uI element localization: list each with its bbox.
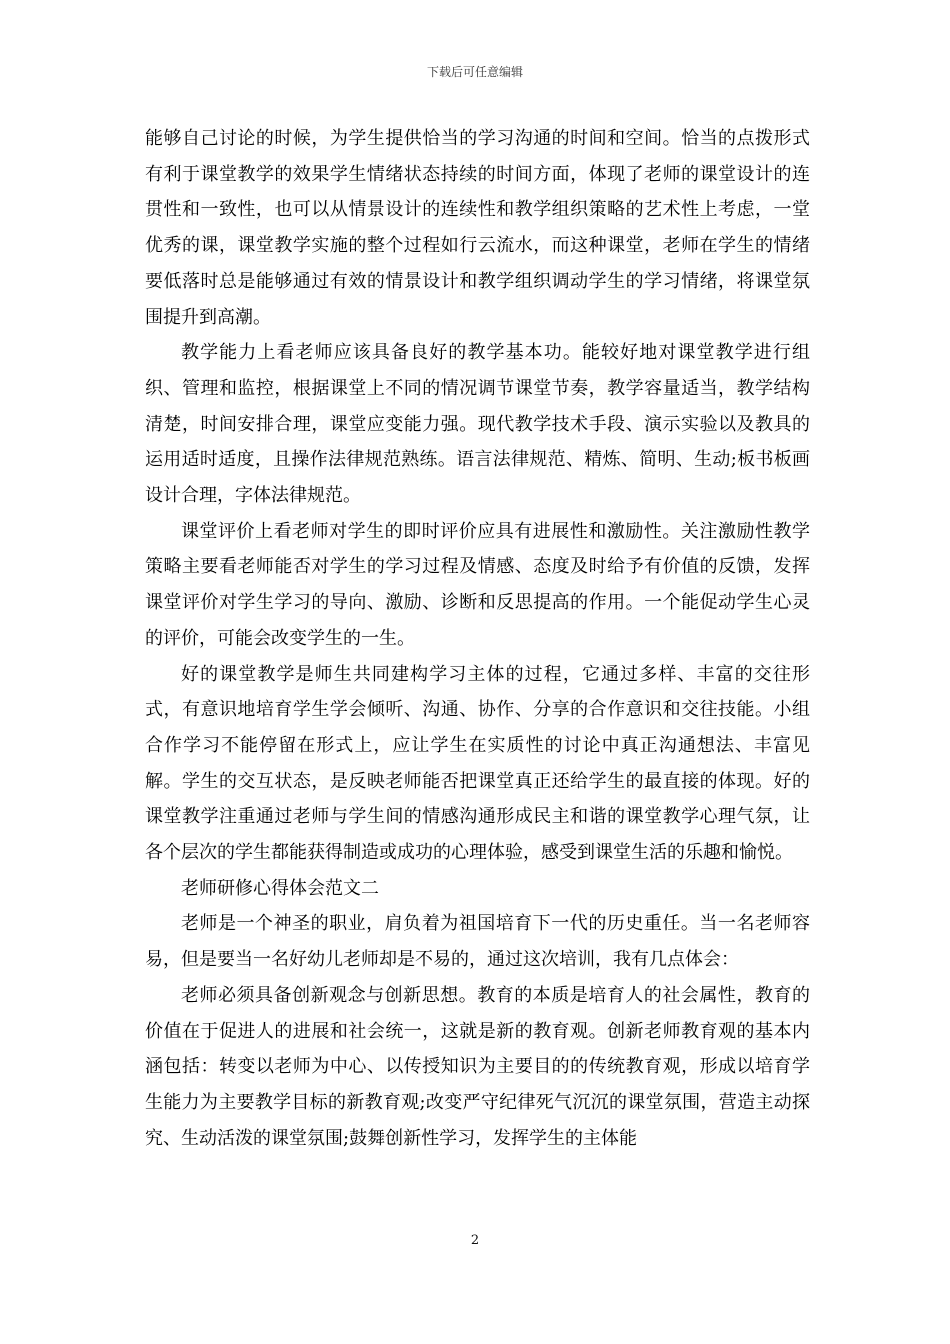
page-header-note: 下载后可任意编辑: [426, 65, 523, 79]
paragraph-5: 老师是一个神圣的职业，肩负着为祖国培育下一代的历史重任。当一名老师容易，但是要当一名好幼儿老师却是不易的，通过这次培训，我有几点体会：: [145, 913, 810, 971]
paragraph-1: 能够自己讨论的时候，为学生提供恰当的学习沟通的时间和空间。恰当的点拨形式有利于课堂教学的效果学生情绪状态持续的时间方面，体现了老师的课堂设计的连贯性和一致性，也可以从情景设计的连续性和教学组织策略的艺术性上考虑，一堂优秀的课，课堂教学实施的整个过程如行云流水，而这种课堂，老师在学生的情绪要低落时总是能够通过有效的情景设计和教学组织调动学生的学习情绪，将课堂氛围提升到高潮。: [145, 128, 810, 328]
paragraph-3: 课堂评价上看老师对学生的即时评价应具有进展性和激励性。关注激励性教学策略主要看老师能否对学生的学习过程及情感、态度及时给予有价值的反馈，发挥课堂评价对学生学习的导向、激励、诊断和反思提高的作用。一个能促动学生心灵的评价，可能会改变学生的一生。: [145, 520, 810, 649]
document-body: [145, 121, 810, 1156]
page-number: 2: [470, 1233, 480, 1248]
paragraph-6: 老师必须具备创新观念与创新思想。教育的本质是培育人的社会属性，教育的价值在于促进人的进展和社会统一，这就是新的教育观。创新老师教育观的基本内涵包括：转变以老师为中心、以传授知识为主要目的的传统教育观，形成以培育学生能力为主要教学目标的新教育观;改变严守纪律死气沉沉的课堂氛围，营造主动探究、生动活泼的课堂氛围;鼓舞创新性学习，发挥学生的主体能: [145, 984, 810, 1149]
section-heading: 老师研修心得体会范文二: [181, 877, 379, 899]
paragraph-2: 教学能力上看老师应该具备良好的教学基本功。能较好地对课堂教学进行组织、管理和监控，根据课堂上不同的情况调节课堂节奏，教学容量适当，教学结构清楚，时间安排合理，课堂应变能力强。现代教学技术手段、演示实验以及教具的运用适时适度，且操作法律规范熟练。语言法律规范、精炼、简明、生动;板书板画设计合理，字体法律规范。: [145, 342, 810, 507]
paragraph-4: 好的课堂教学是师生共同建构学习主体的过程，它通过多样、丰富的交往形式，有意识地培育学生学会倾听、沟通、协作、分享的合作意识和交往技能。小组合作学习不能停留在形式上，应让学生在实质性的讨论中真正沟通想法、丰富见解。学生的交互状态，是反映老师能否把课堂真正还给学生的最直接的体现。好的课堂教学注重通过老师与学生间的情感沟通形成民主和谐的课堂教学心理气氛，让各个层次的学生都能获得制造或成功的心理体验，感受到课堂生活的乐趣和愉悦。: [145, 663, 810, 864]
